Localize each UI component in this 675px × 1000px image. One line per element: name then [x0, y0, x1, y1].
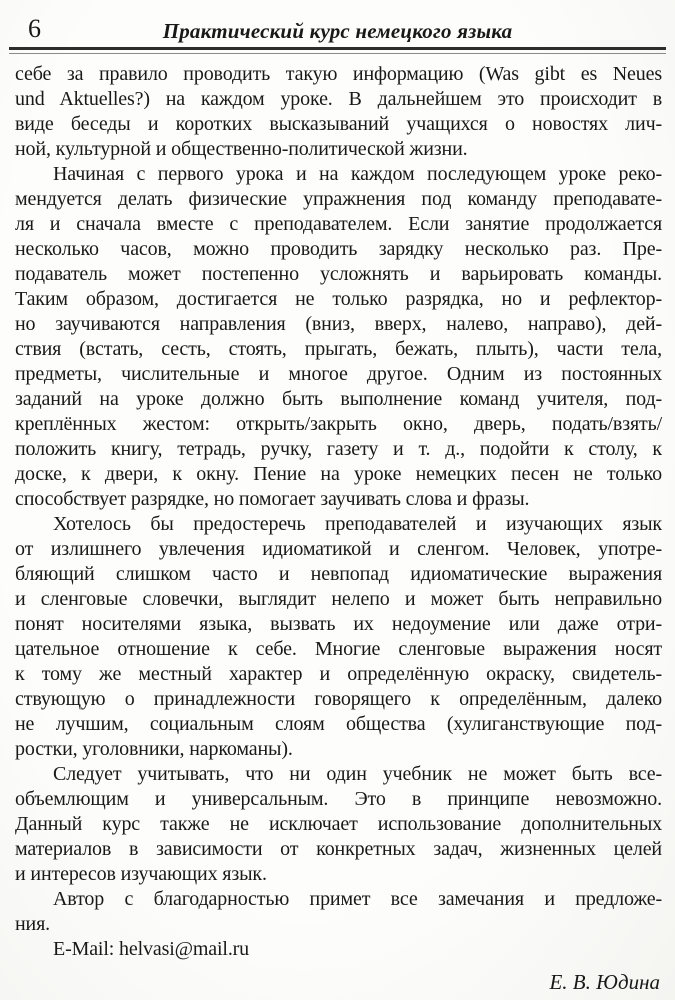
text-line: виде беседы и коротких высказываний учащихся о новостях лич-	[15, 113, 662, 135]
page-number: 6	[28, 14, 41, 43]
text-line: несколько часов, можно проводить зарядку несколько раз. Пре-	[15, 238, 662, 260]
text-line: цательное отношение к себе. Многие сленговые выражения носят	[15, 638, 662, 660]
body-text	[0, 62, 675, 962]
paragraph	[15, 937, 662, 962]
text-line: предметы, числительные и многое другое. Одним из постоянных	[15, 363, 662, 385]
text-line: ния.	[15, 913, 51, 935]
paragraph	[15, 512, 662, 762]
text-line: Следует учитывать, что ни один учебник не может быть все-	[53, 763, 662, 785]
header-divider-rule	[9, 47, 666, 54]
text-line: доске, к двери, к окну. Пение на уроке немецких песен не только	[15, 463, 662, 485]
text-line: Начиная с первого урока и на каждом последующем уроке реко-	[53, 163, 662, 185]
text-line: ля и сначала вместе с преподавателем. Если занятие продолжается	[15, 213, 662, 235]
text-line: мендуется делать физические упражнения под команду преподавате-	[15, 188, 662, 210]
text-line: понят носителями языка, вызвать их недоумение или даже отри-	[15, 613, 662, 635]
text-line: не лучшим, социальным слоям общества (хулиганствующие под-	[15, 713, 662, 735]
text-line: Таким образом, достигается не только разрядка, но и рефлектор-	[15, 288, 662, 310]
text-line: Хотелось бы предостеречь преподавателей и изучающих язык	[53, 513, 662, 535]
text-line: способствует разрядке, но помогает заучивать слова и фразы.	[15, 488, 530, 510]
text-line: ростки, уголовники, наркоманы).	[15, 738, 293, 760]
text-line: Автор с благодарностью примет все замечания и предложе-	[53, 888, 662, 910]
text-line: креплённых жестом: открыть/закрыть окно, дверь, подать/взять/	[15, 413, 662, 435]
paragraph	[15, 887, 662, 937]
text-line: и интересов изучающих язык.	[15, 863, 267, 885]
text-line: ной, культурной и общественно-политической жизни.	[15, 138, 468, 160]
paragraph	[15, 62, 662, 162]
text-line: ствующую о принадлежности говорящего к определённым, далеко	[15, 688, 662, 710]
paragraph	[15, 162, 662, 512]
text-line: и сленговые словечки, выглядит нелепо и может быть неправильно	[15, 588, 662, 610]
text-line: E-Mail: helvasi@mail.ru	[53, 938, 250, 960]
text-line: к тому же местный характер и определённую окраску, свидетель-	[15, 663, 662, 685]
text-line: Данный курс также не исключает использование дополнительных	[15, 813, 662, 835]
text-line: ствия (встать, сесть, стоять, прыгать, бежать, плыть), части тела,	[15, 338, 662, 360]
page-header	[0, 0, 675, 46]
text-line: подаватель может постепенно усложнять и варьировать команды.	[15, 263, 662, 285]
text-line: заданий на уроке должно быть выполнение команд учителя, под-	[15, 388, 662, 410]
author-signature: Е. В. Юдина	[549, 970, 660, 994]
text-line: объемлющим и универсальным. Это в принципе невозможно.	[15, 788, 662, 810]
text-line: но заучиваются направления (вниз, вверх, налево, направо), дей-	[15, 313, 662, 335]
text-line: und Aktuelles?) на каждом уроке. В дальнейшем это происходит в	[15, 88, 662, 110]
text-line: положить книгу, тетрадь, ручку, газету и т. д., подойти к столу, к	[15, 438, 662, 460]
text-line: материалов в зависимости от конкретных задач, жизненных целей	[15, 838, 662, 860]
text-line: от излишнего увлечения идиоматикой и сленгом. Человек, употре-	[15, 538, 662, 560]
text-line: себе за правило проводить такую информацию (Was gibt es Neues	[15, 63, 662, 85]
text-line: бляющий слишком часто и невпопад идиоматические выражения	[15, 563, 662, 585]
paragraph	[15, 762, 662, 887]
running-head-title: Практический курс немецкого языка	[162, 19, 513, 43]
